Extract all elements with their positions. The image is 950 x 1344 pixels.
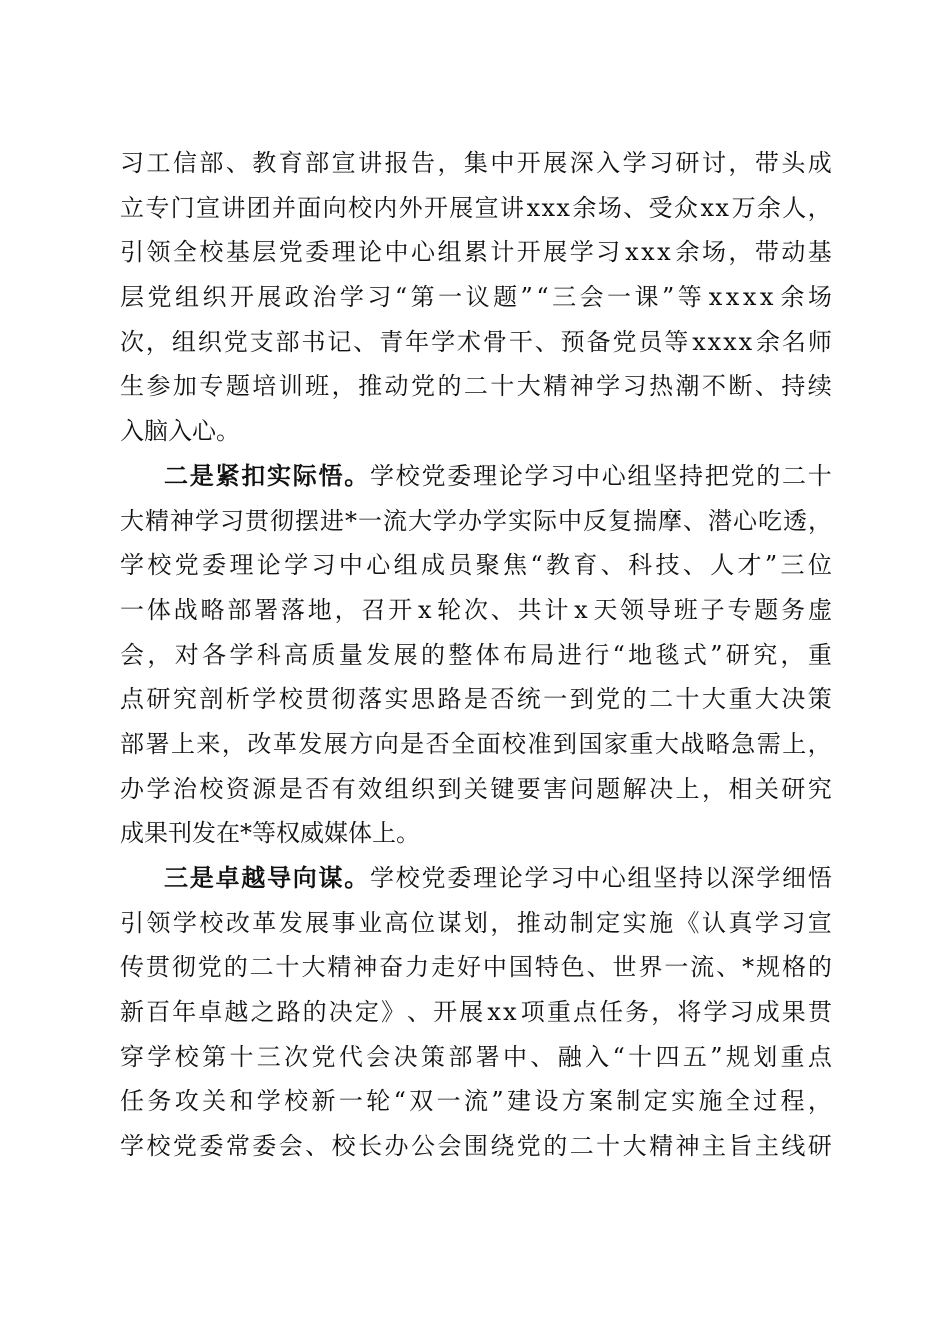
paragraph-2-line: 部 署 上 来 ， 改 革 发 展 方 向 是 否 全 面 校 准 到 国 家 重 大 战 略 急 需 上 ， bbox=[120, 729, 832, 758]
paragraph-3-line: 新 百 年 卓 越 之 路 的 决 定 》 、 开 展 x x 项 重 点 任 务 ， 将 学 习 成 果 贯 bbox=[120, 998, 832, 1027]
paragraph-2-line: 一 体 战 略 部 署 落 地 ， 召 开 x 轮 次 、 共 计 x 天 领 导 班 子 专 题 务 虚 bbox=[120, 595, 832, 624]
paragraph-3-line: 引 领 学 校 改 革 发 展 事 业 高 位 谋 划 ， 推 动 制 定 实 施 《 认 真 学 习 宣 bbox=[120, 908, 832, 937]
paragraph-3-line: 穿 学 校 第 十 三 次 党 代 会 决 策 部 署 中 、 融 入 “ 十 四 五 ” 规 划 重 点 bbox=[120, 1042, 832, 1071]
paragraph-2-line: 点 研 究 剖 析 学 校 贯 彻 落 实 思 路 是 否 统 一 到 党 的 二 十 大 重 大 决 策 bbox=[120, 685, 832, 714]
paragraph-2-line: 会 ， 对 各 学 科 高 质 量 发 展 的 整 体 布 局 进 行 “ 地 毯 式 ” 研 究 ， 重 bbox=[120, 640, 832, 669]
paragraph-1-line: 立 专 门 宣 讲 团 并 面 向 校 内 外 开 展 宣 讲 x x x 余 场 、 受 众 x x 万 余 人 ， bbox=[120, 193, 832, 222]
paragraph-1-line: 习 工 信 部 、 教 育 部 宣 讲 报 告 ， 集 中 开 展 深 入 学 习 研 讨 ， 带 头 成 bbox=[120, 149, 832, 177]
paragraph-1-line: 次 ， 组 织 党 支 部 书 记 、 青 年 学 术 骨 干 、 预 备 党 员 等 x x x x 余 名 师 bbox=[120, 327, 832, 356]
paragraph-3-line: 任 务 攻 关 和 学 校 新 一 轮 “ 双 一 流 ” 建 设 方 案 制 定 实 施 全 过 程 ， bbox=[120, 1087, 832, 1116]
paragraph-3-line: 传 贯 彻 党 的 二 十 大 精 神 奋 力 走 好 中 国 特 色 、 世 界 一 流 、 * 规 格 的 bbox=[120, 953, 832, 982]
body-text bbox=[120, 141, 832, 1169]
paragraph-1-line: 层 党 组 织 开 展 政 治 学 习 “ 第 一 议 题 ” “ 三 会 一 课 ” 等 x x x x 余 场 bbox=[120, 283, 832, 312]
paragraph-2-line: 成果刊发在*等权威媒体上。 bbox=[120, 819, 420, 848]
paragraph-3-line: 学 校 党 委 常 委 会 、 校 长 办 公 会 围 绕 党 的 二 十 大 精 神 主 旨 主 线 研 bbox=[120, 1132, 832, 1161]
paragraph-2-line: 学 校 党 委 理 论 学 习 中 心 组 成 员 聚 焦 “ 教 育 、 科 技 、 人 才 ” 三 位 bbox=[120, 551, 832, 580]
paragraph-1-line: 生 参 加 专 题 培 训 班 ， 推 动 党 的 二 十 大 精 神 学 习 热 潮 不 断 、 持 续 bbox=[120, 372, 832, 401]
paragraph-1-line: 入脑入心。 bbox=[120, 417, 240, 446]
paragraph-2-line: 二 是 紧 扣 实 际 悟 。 学 校 党 委 理 论 学 习 中 心 组 坚 持 把 党 的 二 十 bbox=[164, 460, 832, 490]
paragraph-3-line: 三 是 卓 越 导 向 谋 。 学 校 党 委 理 论 学 习 中 心 组 坚 持 以 深 学 细 悟 bbox=[164, 863, 832, 892]
paragraph-2-line: 办 学 治 校 资 源 是 否 有 效 组 织 到 关 键 要 害 问 题 解 决 上 ， 相 关 研 究 bbox=[120, 774, 832, 803]
paragraph-1-line: 引 领 全 校 基 层 党 委 理 论 中 心 组 累 计 开 展 学 习 x x x 余 场 ， 带 动 基 bbox=[120, 238, 832, 267]
paragraph-2-line: 大 精 神 学 习 贯 彻 摆 进 * 一 流 大 学 办 学 实 际 中 反 复 揣 摩 、 潜 心 吃 透 ， bbox=[120, 506, 832, 535]
